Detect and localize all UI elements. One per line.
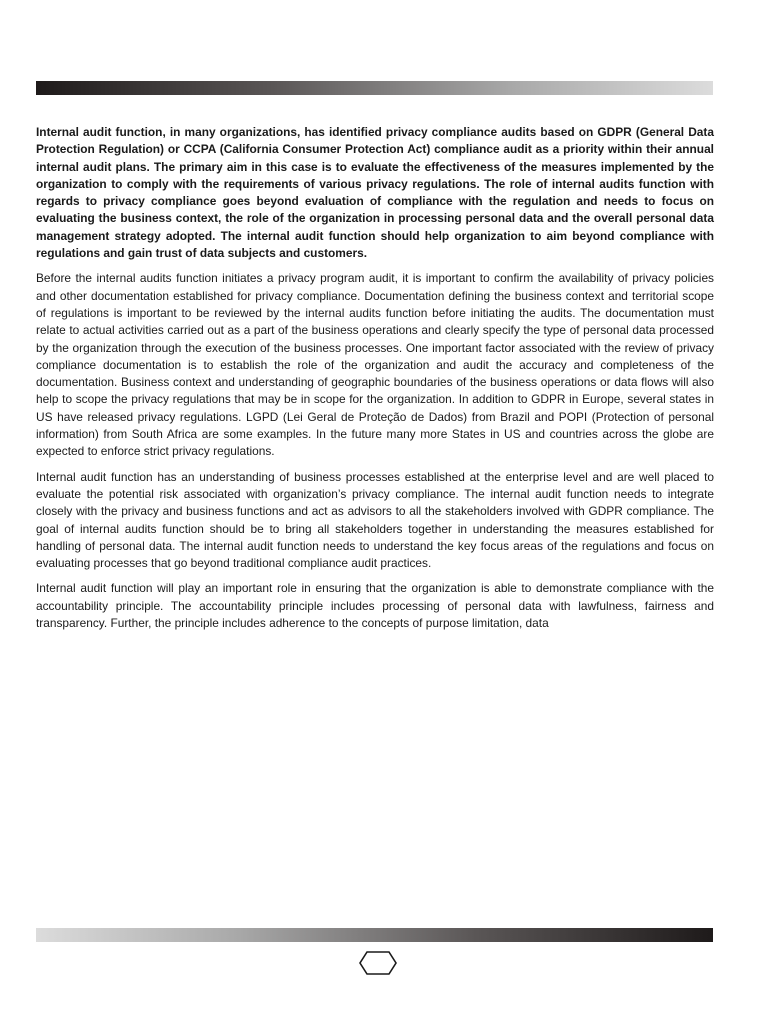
body-paragraph: Internal audit function has an understanding of business processes established at the enterprise level and are well placed to evaluate the potential risk associated with organization’s privacy compliance. The internal audit function needs to integrate closely with the privacy and business functions and act as advisors to all the stakeholders involved with GDPR compliance. The goal of internal audits function should be to bring all stakeholders together in understanding the measures established for handling of personal data. The internal audit function needs to understand the key focus areas of the regulations and focus on evaluating processes that go beyond traditional compliance audit practices. [36,469,714,571]
intro-paragraph: Internal audit function, in many organizations, has identified privacy compliance audits based on GDPR (General Data Protection Regulation) or CCPA (California Consumer Protection Act) compliance audit as a priority within their annual internal audit plans. The primary aim in this case is to evaluate the effectiveness of the measures implemented by the organization to comply with the requirements of various privacy regulations. The role of internal audits function with regards to privacy compliance goes beyond evaluation of compliance with the regulation and needs to focus on evaluating the business context, the role of the organization in processing personal data and the overall personal data management strategy adopted. The internal audit function should help organization to aim beyond compliance with regulations and gain trust of data subjects and customers. [36,125,714,261]
bottom-gradient-bar [36,928,713,942]
body-paragraph: Internal audit function will play an important role in ensuring that the organization is able to demonstrate compliance with the accountability principle. The accountability principle includes processing of personal data with lawfulness, fairness and transparency. Further, the principle includes adherence to the concepts of purpose limitation, data [36,581,714,631]
page-number-hexagon-icon [359,951,397,975]
document-body [36,124,714,640]
top-gradient-bar [36,81,713,95]
body-paragraph: Before the internal audits function initiates a privacy program audit, it is important to confirm the availability of privacy policies and other documentation established for privacy compliance. Documentation defining the business context and territorial scope of regulations is important to be reviewed by the internal audits function before initiating the audits. The documentation must relate to actual activities carried out as a part of the business operations and clearly specify the type of personal data processed by the organization through the execution of the business processes. One important factor associated with the review of privacy compliance documentation is to establish the role of the organization and audit the accuracy and completeness of the documentation. Business context and understanding of geographic boundaries of the business operations or data flows will also help to scope the privacy regulations that may be in scope for the organization. In addition to GDPR in Europe, several states in US have released privacy regulations. LGPD (Lei Geral de Proteção de Dados) from Brazil and POPI (Protection of personal information) from South Africa are some examples. In the future many more States in US and countries across the globe are expected to enforce strict privacy regulations. [36,271,714,459]
